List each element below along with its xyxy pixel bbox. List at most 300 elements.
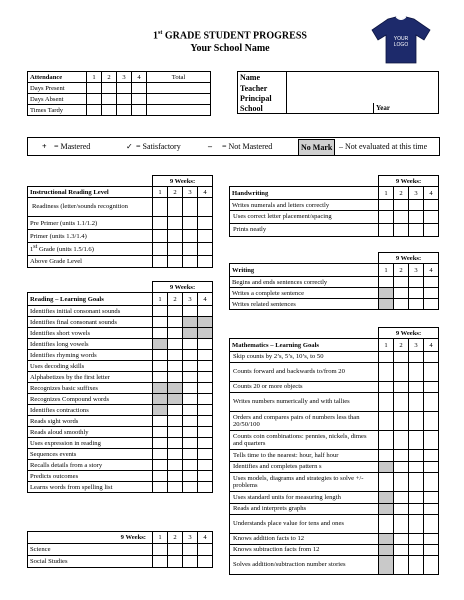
- grade-cell[interactable]: [153, 460, 168, 471]
- grade-cell[interactable]: [424, 393, 439, 412]
- goal-row: [28, 427, 213, 438]
- grade-cell[interactable]: [183, 460, 198, 471]
- attendance-cell[interactable]: [132, 83, 147, 94]
- grade-cell[interactable]: [183, 230, 198, 243]
- grade-cell[interactable]: [168, 482, 183, 493]
- grade-cell[interactable]: [183, 243, 198, 256]
- grade-cell[interactable]: [424, 382, 439, 393]
- svg-text:LOGO: LOGO: [393, 42, 409, 48]
- grade-cell[interactable]: [168, 339, 183, 350]
- grade-cell[interactable]: [394, 200, 409, 211]
- grade-cell[interactable]: [409, 473, 424, 492]
- grade-cell[interactable]: [198, 383, 213, 394]
- grade-cell[interactable]: [198, 217, 213, 230]
- grade-cell[interactable]: [153, 361, 168, 372]
- grade-cell[interactable]: [183, 350, 198, 361]
- grade-cell[interactable]: [198, 306, 213, 317]
- grade-cell[interactable]: [409, 363, 424, 382]
- grade-cell[interactable]: [153, 328, 168, 339]
- grade-cell[interactable]: [183, 449, 198, 460]
- grade-cell[interactable]: [379, 363, 394, 382]
- grade-cell[interactable]: [198, 405, 213, 416]
- grade-cell[interactable]: [409, 504, 424, 515]
- attendance-cell[interactable]: [102, 94, 117, 105]
- grade-cell[interactable]: [183, 317, 198, 328]
- grade-cell[interactable]: [424, 545, 439, 556]
- grade-cell[interactable]: [183, 383, 198, 394]
- subject-label: Science: [28, 544, 153, 556]
- grade-cell[interactable]: [424, 450, 439, 462]
- col-num: 1: [153, 187, 168, 198]
- year-label: Year: [376, 103, 390, 112]
- grade-cell[interactable]: [409, 224, 424, 237]
- grade-cell[interactable]: [153, 243, 168, 256]
- grade-cell[interactable]: [168, 405, 183, 416]
- attendance-header: Attendance: [28, 72, 87, 83]
- grade-cell[interactable]: [409, 200, 424, 211]
- goal-label: Uses models, diagrams and strategies to solve +/- problems: [230, 473, 379, 492]
- grade-cell[interactable]: [168, 394, 183, 405]
- grade-cell[interactable]: [424, 462, 439, 473]
- goal-label: Identifies long vowels: [28, 339, 153, 350]
- grade-cell[interactable]: [424, 504, 439, 515]
- grade-cell[interactable]: [379, 492, 394, 504]
- grade-cell[interactable]: [379, 450, 394, 462]
- grade-cell[interactable]: [168, 350, 183, 361]
- grade-cell[interactable]: [153, 544, 168, 556]
- grade-cell[interactable]: [394, 211, 409, 224]
- check-icon: ✓: [126, 142, 133, 151]
- attendance-cell[interactable]: [147, 83, 211, 94]
- grade-cell[interactable]: [168, 449, 183, 460]
- grade-cell[interactable]: [394, 277, 409, 288]
- grade-cell[interactable]: [168, 256, 183, 268]
- principal-label: Principal: [238, 93, 287, 103]
- goal-row: [230, 545, 439, 556]
- grade-cell[interactable]: [183, 471, 198, 482]
- goal-label: Skip counts by 2’s, 5’s, 10’s, to 50: [230, 352, 379, 363]
- grade-cell[interactable]: [394, 473, 409, 492]
- grade-cell[interactable]: [168, 217, 183, 230]
- grade-cell[interactable]: [409, 545, 424, 556]
- attendance-cell[interactable]: [147, 105, 211, 116]
- grade-cell[interactable]: [198, 198, 213, 217]
- goal-row: [230, 462, 439, 473]
- student-info-table: [237, 71, 439, 114]
- nine-weeks-label: 9 Weeks:: [153, 176, 213, 187]
- goal-label: Understands place value for tens and ones: [230, 515, 379, 534]
- grade-cell[interactable]: [183, 328, 198, 339]
- grade-cell[interactable]: [409, 556, 424, 575]
- col-num: 4: [198, 532, 213, 544]
- grade-cell[interactable]: [153, 317, 168, 328]
- grade-cell[interactable]: [153, 556, 168, 568]
- grade-cell[interactable]: [394, 545, 409, 556]
- goal-label: Identifies short vowels: [28, 328, 153, 339]
- goal-label: Prints neatly: [230, 224, 379, 237]
- school-field[interactable]: [287, 103, 374, 114]
- col-num: 3: [183, 187, 198, 198]
- grade-cell[interactable]: [153, 449, 168, 460]
- grade-cell[interactable]: [198, 449, 213, 460]
- attendance-cell[interactable]: [117, 94, 132, 105]
- col-num: 3: [183, 532, 198, 544]
- attendance-cell[interactable]: [117, 105, 132, 116]
- goal-row: [28, 383, 213, 394]
- grade-cell[interactable]: [409, 211, 424, 224]
- goal-label: Recognizes Compound words: [28, 394, 153, 405]
- grade-cell[interactable]: [424, 299, 439, 310]
- grade-cell[interactable]: [379, 288, 394, 299]
- col-num: 1: [379, 264, 394, 277]
- goal-label: Identifies final consonant sounds: [28, 317, 153, 328]
- grade-cell[interactable]: [409, 431, 424, 450]
- grade-cell[interactable]: [409, 299, 424, 310]
- grade-cell[interactable]: [379, 545, 394, 556]
- goal-row: [230, 224, 439, 237]
- grade-cell[interactable]: [409, 492, 424, 504]
- goal-label: Recognizes basic suffixes: [28, 383, 153, 394]
- grade-cell[interactable]: [409, 382, 424, 393]
- grade-cell[interactable]: [198, 328, 213, 339]
- grade-cell[interactable]: [183, 544, 198, 556]
- teacher-label: Teacher: [238, 83, 287, 93]
- grade-cell[interactable]: [183, 372, 198, 383]
- grade-cell[interactable]: [198, 243, 213, 256]
- grade-cell[interactable]: [424, 211, 439, 224]
- grade-cell[interactable]: [168, 198, 183, 217]
- grade-cell[interactable]: [153, 482, 168, 493]
- goal-label: Writes related sentences: [230, 299, 379, 310]
- grade-cell[interactable]: [168, 230, 183, 243]
- goal-row: [28, 416, 213, 427]
- grade-cell[interactable]: [379, 299, 394, 310]
- attendance-cell[interactable]: [87, 83, 102, 94]
- grade-cell[interactable]: [183, 256, 198, 268]
- attendance-col: 1: [87, 72, 102, 83]
- attendance-col: 4: [132, 72, 147, 83]
- attendance-cell[interactable]: [87, 94, 102, 105]
- row-label: Above Grade Level: [28, 256, 153, 268]
- grade-cell[interactable]: [183, 438, 198, 449]
- grade-cell[interactable]: [379, 473, 394, 492]
- grade-cell[interactable]: [394, 556, 409, 575]
- grade-cell[interactable]: [183, 416, 198, 427]
- goal-label: Sequences events: [28, 449, 153, 460]
- grade-cell[interactable]: [394, 288, 409, 299]
- attendance-cell[interactable]: [147, 94, 211, 105]
- attendance-cell[interactable]: [102, 105, 117, 116]
- grade-cell[interactable]: [394, 450, 409, 462]
- grade-cell[interactable]: [153, 198, 168, 217]
- grade-cell[interactable]: [394, 462, 409, 473]
- grade-cell[interactable]: [183, 339, 198, 350]
- grade-cell[interactable]: [424, 363, 439, 382]
- goal-row: [28, 460, 213, 471]
- section-header: Reading – Learning Goals: [28, 293, 153, 306]
- goal-row: [230, 352, 439, 363]
- grade-cell[interactable]: [168, 460, 183, 471]
- grade-cell[interactable]: [394, 363, 409, 382]
- goal-label: Orders and compares pairs of numbers less than 20/50/100: [230, 412, 379, 431]
- goal-row: [28, 482, 213, 493]
- attendance-cell[interactable]: [132, 105, 147, 116]
- grade-cell[interactable]: [394, 492, 409, 504]
- goal-label: Identifies contractions: [28, 405, 153, 416]
- grade-cell[interactable]: [198, 544, 213, 556]
- grade-cell[interactable]: [379, 393, 394, 412]
- grade-cell[interactable]: [394, 534, 409, 545]
- attendance-row-label: Days Absent: [28, 94, 87, 105]
- col-num: 3: [183, 293, 198, 306]
- attendance-cell[interactable]: [132, 94, 147, 105]
- grade-cell[interactable]: [394, 504, 409, 515]
- attendance-cell[interactable]: [117, 83, 132, 94]
- grade-cell[interactable]: [168, 427, 183, 438]
- teacher-field[interactable]: [287, 83, 439, 93]
- goal-row: [230, 473, 439, 492]
- grade-cell[interactable]: [409, 534, 424, 545]
- nine-weeks-label: 9 Weeks:: [379, 253, 439, 264]
- grade-cell[interactable]: [168, 372, 183, 383]
- grade-cell[interactable]: [153, 217, 168, 230]
- grade-cell[interactable]: [424, 515, 439, 534]
- grade-cell[interactable]: [394, 393, 409, 412]
- no-mark-desc: – Not evaluated at this time: [339, 142, 428, 151]
- col-num: 1: [153, 293, 168, 306]
- grade-cell[interactable]: [394, 352, 409, 363]
- goal-label: Tells time to the nearest: hour, half hour: [230, 450, 379, 462]
- grade-cell[interactable]: [183, 361, 198, 372]
- col-num: 2: [168, 293, 183, 306]
- grade-cell[interactable]: [409, 462, 424, 473]
- goal-label: Predicts outcomes: [28, 471, 153, 482]
- grade-cell[interactable]: [168, 317, 183, 328]
- grade-cell[interactable]: [168, 328, 183, 339]
- grade-cell[interactable]: [168, 556, 183, 568]
- grade-cell[interactable]: [183, 556, 198, 568]
- grade-cell[interactable]: [183, 394, 198, 405]
- goal-label: Reads sight words: [28, 416, 153, 427]
- no-mark-label: No Mark: [298, 139, 335, 156]
- attendance-cell[interactable]: [87, 105, 102, 116]
- grade-cell[interactable]: [153, 339, 168, 350]
- grade-cell[interactable]: [168, 306, 183, 317]
- satisfactory-text: = Satisfactory: [136, 142, 181, 151]
- grade-cell[interactable]: [379, 431, 394, 450]
- grade-cell[interactable]: [394, 515, 409, 534]
- grade-cell[interactable]: [183, 217, 198, 230]
- plus-symbol: +: [42, 142, 47, 151]
- grade-cell[interactable]: [198, 460, 213, 471]
- grade-cell[interactable]: [379, 200, 394, 211]
- grade-cell[interactable]: [394, 382, 409, 393]
- grade-cell[interactable]: [379, 412, 394, 431]
- grade-cell[interactable]: [168, 361, 183, 372]
- grade-cell[interactable]: [168, 471, 183, 482]
- grade-cell[interactable]: [198, 317, 213, 328]
- goal-row: [230, 288, 439, 299]
- grade-cell[interactable]: [424, 431, 439, 450]
- logo-jersey-icon: [370, 16, 432, 64]
- grade-cell[interactable]: [379, 515, 394, 534]
- goal-row: [28, 405, 213, 416]
- instructional-reading-table: [27, 175, 213, 268]
- grade-cell[interactable]: [409, 352, 424, 363]
- goal-label: Writes a complete sentence: [230, 288, 379, 299]
- goal-row: [28, 449, 213, 460]
- grade-cell[interactable]: [198, 256, 213, 268]
- col-num: 1: [379, 339, 394, 352]
- grade-cell[interactable]: [153, 230, 168, 243]
- subject-label: Social Studies: [28, 556, 153, 568]
- grade-cell[interactable]: [424, 352, 439, 363]
- goal-row: [28, 361, 213, 372]
- goal-label: Reads and interprets graphs: [230, 504, 379, 515]
- grade-cell[interactable]: [379, 556, 394, 575]
- grade-cell[interactable]: [153, 350, 168, 361]
- grade-cell[interactable]: [153, 383, 168, 394]
- not-mastered-text: = Not Mastered: [222, 142, 273, 151]
- svg-text:YOUR: YOUR: [393, 36, 409, 42]
- grade-cell[interactable]: [198, 339, 213, 350]
- grade-suffix: st: [158, 30, 163, 36]
- grade-cell[interactable]: [153, 416, 168, 427]
- grade-cell[interactable]: [379, 462, 394, 473]
- grade-cell[interactable]: [153, 372, 168, 383]
- grade-cell[interactable]: [168, 383, 183, 394]
- grade-cell[interactable]: [153, 471, 168, 482]
- grade-cell[interactable]: [424, 492, 439, 504]
- goal-label: Solves addition/subtraction number stories: [230, 556, 379, 575]
- goal-row: [28, 339, 213, 350]
- grade-cell[interactable]: [153, 405, 168, 416]
- grade-cell[interactable]: [409, 277, 424, 288]
- year-cell[interactable]: [374, 103, 439, 114]
- grade-cell[interactable]: [183, 482, 198, 493]
- minus-symbol: –: [208, 142, 212, 151]
- grade-cell[interactable]: [379, 224, 394, 237]
- grade-cell[interactable]: [168, 544, 183, 556]
- grade-cell[interactable]: [379, 534, 394, 545]
- grade-cell[interactable]: [198, 350, 213, 361]
- row-label: Readiness (letter/sounds recognition: [28, 198, 153, 217]
- goal-row: [28, 394, 213, 405]
- goal-row: [230, 431, 439, 450]
- grade-cell[interactable]: [394, 299, 409, 310]
- first-sup: st: [33, 244, 38, 251]
- goal-row: [230, 393, 439, 412]
- goal-row: [28, 306, 213, 317]
- grade-cell[interactable]: [409, 288, 424, 299]
- grade-cell[interactable]: [198, 438, 213, 449]
- grade-cell[interactable]: [379, 277, 394, 288]
- grade-cell[interactable]: [198, 482, 213, 493]
- grading-legend: [27, 137, 440, 156]
- grade-cell[interactable]: [424, 534, 439, 545]
- attendance-cell[interactable]: [102, 83, 117, 94]
- goal-label: Counts 20 or more objects: [230, 382, 379, 393]
- grade-cell[interactable]: [424, 277, 439, 288]
- grade-cell[interactable]: [409, 412, 424, 431]
- grade-cell[interactable]: [153, 427, 168, 438]
- goal-label: Counts coin combinations: pennies, nickels, dimes and quarters: [230, 431, 379, 450]
- grade-cell[interactable]: [153, 438, 168, 449]
- grade-cell[interactable]: [198, 394, 213, 405]
- principal-field[interactable]: [287, 93, 439, 103]
- grade-cell[interactable]: [409, 393, 424, 412]
- col-num: 4: [424, 264, 439, 277]
- subjects-header: 9 Weeks:: [28, 532, 153, 544]
- col-num: 4: [198, 187, 213, 198]
- grade-cell[interactable]: [409, 515, 424, 534]
- goal-row: [230, 515, 439, 534]
- name-field[interactable]: [287, 72, 439, 84]
- goal-row: [230, 556, 439, 575]
- grade-cell[interactable]: [198, 556, 213, 568]
- goal-row: [28, 317, 213, 328]
- grade-cell[interactable]: [379, 211, 394, 224]
- grade-cell[interactable]: [168, 416, 183, 427]
- mastered-text: = Mastered: [54, 142, 91, 151]
- grade-cell[interactable]: [424, 473, 439, 492]
- col-num: 4: [424, 339, 439, 352]
- grade-cell[interactable]: [379, 382, 394, 393]
- grade-cell[interactable]: [409, 450, 424, 462]
- col-num: 2: [394, 264, 409, 277]
- grade-cell[interactable]: [394, 412, 409, 431]
- grade-cell[interactable]: [168, 243, 183, 256]
- goal-label: Recalls details from a story: [28, 460, 153, 471]
- nine-weeks-label: 9 Weeks:: [379, 328, 439, 339]
- grade-cell[interactable]: [183, 405, 198, 416]
- attendance-col: 3: [117, 72, 132, 83]
- goal-label: Learns words from spelling list: [28, 482, 153, 493]
- goal-row: [230, 492, 439, 504]
- section-header: Mathematics – Learning Goals: [230, 339, 379, 352]
- grade-cell[interactable]: [424, 224, 439, 237]
- title-text: GRADE STUDENT PROGRESS: [162, 30, 307, 42]
- grade-cell[interactable]: [198, 471, 213, 482]
- grade-cell[interactable]: [424, 556, 439, 575]
- goal-row: [230, 382, 439, 393]
- grade-cell[interactable]: [198, 416, 213, 427]
- grade-cell[interactable]: [183, 198, 198, 217]
- grade-cell[interactable]: [379, 504, 394, 515]
- grade-cell[interactable]: [183, 306, 198, 317]
- grade-cell[interactable]: [153, 256, 168, 268]
- grade-cell[interactable]: [153, 394, 168, 405]
- row-label: Primer (units 1.3/1.4): [28, 230, 153, 243]
- grade-number: 1: [153, 30, 159, 42]
- grade-label: Grade (units 1.5/1.6): [38, 246, 94, 254]
- grade-cell[interactable]: [183, 427, 198, 438]
- grade-cell[interactable]: [394, 431, 409, 450]
- grade-cell[interactable]: [198, 427, 213, 438]
- grade-cell[interactable]: [424, 412, 439, 431]
- math-goals-table: [229, 327, 439, 575]
- grade-cell[interactable]: [198, 361, 213, 372]
- grade-cell[interactable]: [424, 288, 439, 299]
- grade-cell[interactable]: [198, 230, 213, 243]
- grade-cell[interactable]: [198, 372, 213, 383]
- grade-cell[interactable]: [379, 352, 394, 363]
- goal-label: Identifies rhyming words: [28, 350, 153, 361]
- grade-cell[interactable]: [424, 200, 439, 211]
- grade-cell[interactable]: [168, 438, 183, 449]
- grade-cell[interactable]: [153, 306, 168, 317]
- grade-cell[interactable]: [394, 224, 409, 237]
